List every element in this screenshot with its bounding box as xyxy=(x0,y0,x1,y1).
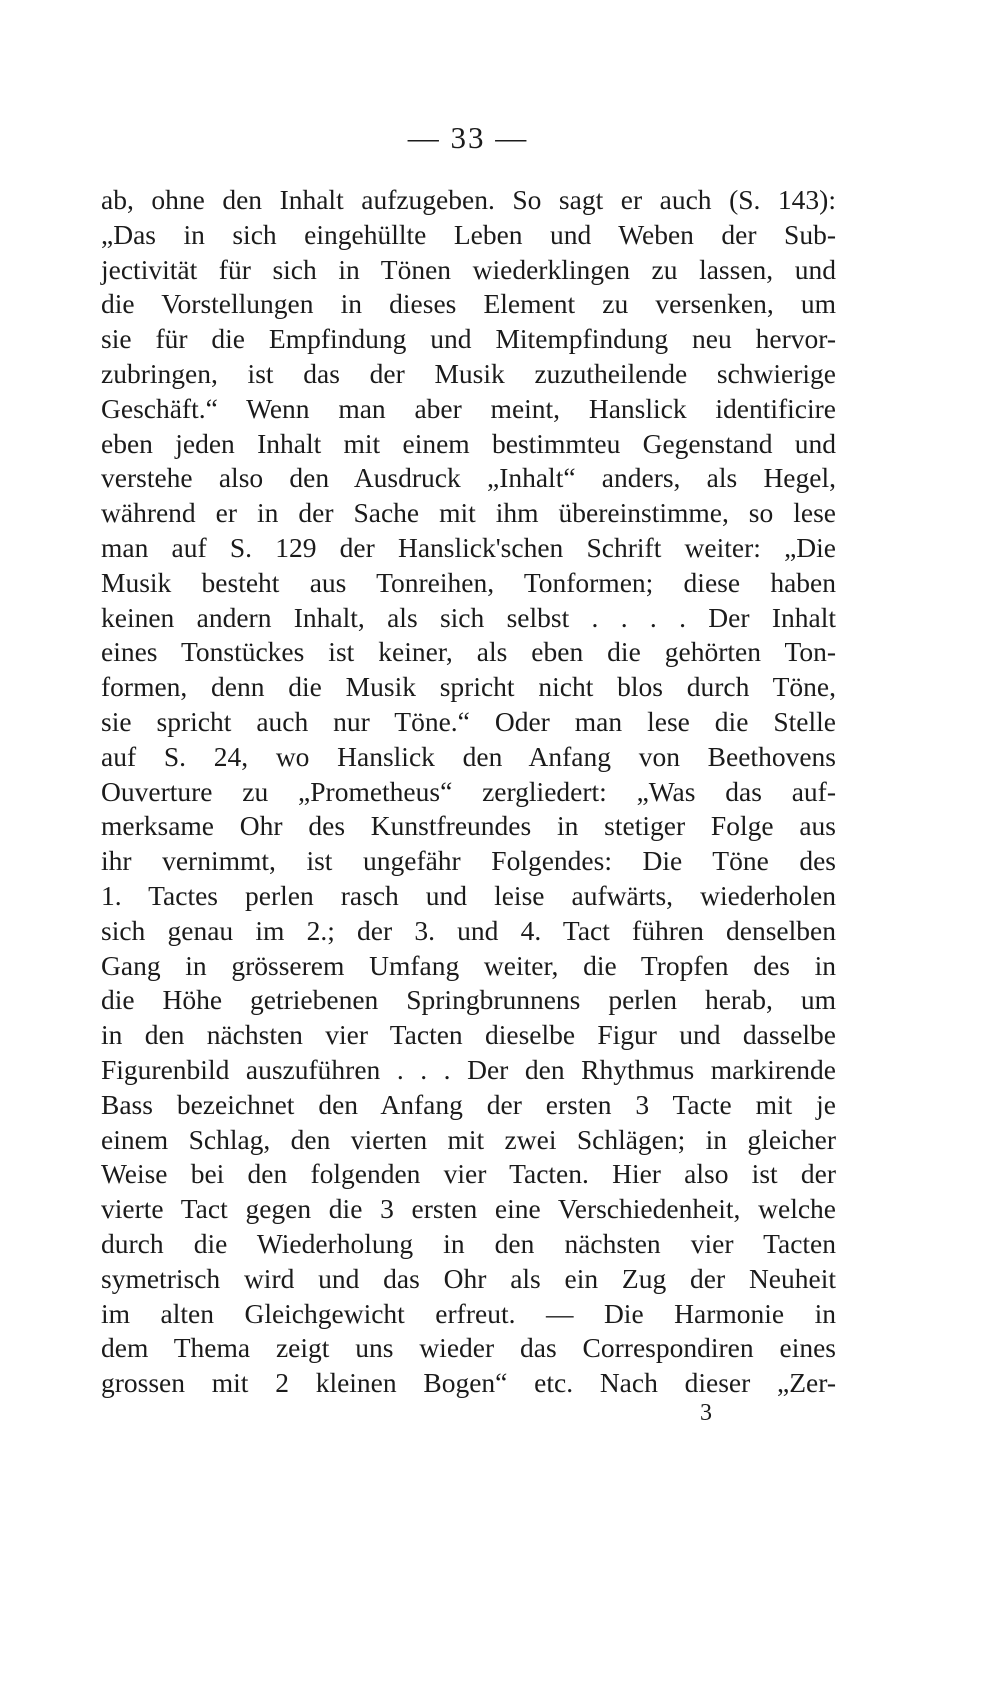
text-line: grossen mit 2 kleinen Bogen“ etc. Nach dieser „Zer- xyxy=(101,1367,836,1399)
text-line: die Höhe getriebenen Springbrunnens perlen herab, um xyxy=(101,984,836,1016)
text-line: Musik besteht aus Tonreihen, Tonformen; diese haben xyxy=(101,566,836,598)
text-line: sich genau im 2.; der 3. und 4. Tact führen denselben xyxy=(101,914,836,946)
text-line: eines Tonstückes ist keiner, als eben die gehörten Ton- xyxy=(101,636,836,668)
text-line: verstehe also den Ausdruck „Inhalt“ anders, als Hegel, xyxy=(101,462,836,494)
text-line: formen, denn die Musik spricht nicht blos durch Töne, xyxy=(101,671,836,703)
text-line: „Das in sich eingehüllte Leben und Weben der Sub- xyxy=(101,218,836,250)
text-line: durch die Wiederholung in den nächsten vier Tacten xyxy=(101,1227,836,1259)
text-line: man auf S. 129 der Hanslick'schen Schrift weiter: „Die xyxy=(101,531,836,563)
text-line: vierte Tact gegen die 3 ersten eine Verschiedenheit, welche xyxy=(101,1193,836,1225)
text-line: einem Schlag, den vierten mit zwei Schlägen; in gleicher xyxy=(101,1123,836,1155)
text-line: merksame Ohr des Kunstfreundes in stetiger Folge aus xyxy=(101,810,836,842)
text-line: 1. Tactes perlen rasch und leise aufwärts, wiederholen xyxy=(101,879,836,911)
text-line: Bass bezeichnet den Anfang der ersten 3 Tacte mit je xyxy=(101,1088,836,1120)
text-line: Gang in grösserem Umfang weiter, die Tropfen des in xyxy=(101,949,836,981)
text-line: symetrisch wird und das Ohr als ein Zug der Neuheit xyxy=(101,1262,836,1294)
signature-mark: 3 xyxy=(700,1400,712,1426)
text-line: Figurenbild auszuführen . . . Der den Rhythmus markirende xyxy=(101,1053,836,1085)
body-text xyxy=(101,183,836,1401)
text-line: dem Thema zeigt uns wieder das Correspondiren eines xyxy=(101,1332,836,1364)
text-line: Ouverture zu „Prometheus“ zergliedert: „Was das auf- xyxy=(101,775,836,807)
text-line: ihr vernimmt, ist ungefähr Folgendes: Die Töne des xyxy=(101,845,836,877)
text-line: während er in der Sache mit ihm übereinstimme, so lese xyxy=(101,497,836,529)
text-line: auf S. 24, wo Hanslick den Anfang von Beethovens xyxy=(101,740,836,772)
text-line: im alten Gleichgewicht erfreut. — Die Harmonie in xyxy=(101,1297,836,1329)
text-line: die Vorstellungen in dieses Element zu versenken, um xyxy=(101,288,836,320)
text-line: Geschäft.“ Wenn man aber meint, Hanslick identificire xyxy=(101,392,836,424)
page-number-header: — 33 — xyxy=(407,120,529,155)
text-line: sie für die Empfindung und Mitempfindung neu hervor- xyxy=(101,323,836,355)
text-line: in den nächsten vier Tacten dieselbe Figur und dasselbe xyxy=(101,1019,836,1051)
text-line: zubringen, ist das der Musik zuzutheilende schwierige xyxy=(101,357,836,389)
text-line: eben jeden Inhalt mit einem bestimmteu Gegenstand und xyxy=(101,427,836,459)
text-line: keinen andern Inhalt, als sich selbst . . . . Der Inhalt xyxy=(101,601,836,633)
text-line: sie spricht auch nur Töne.“ Oder man lese die Stelle xyxy=(101,705,836,737)
text-line: jectivität für sich in Tönen wiederklingen zu lassen, und xyxy=(101,253,836,285)
text-line: Weise bei den folgenden vier Tacten. Hier also ist der xyxy=(101,1158,836,1190)
text-line: ab, ohne den Inhalt aufzugeben. So sagt er auch (S. 143): xyxy=(101,184,836,215)
